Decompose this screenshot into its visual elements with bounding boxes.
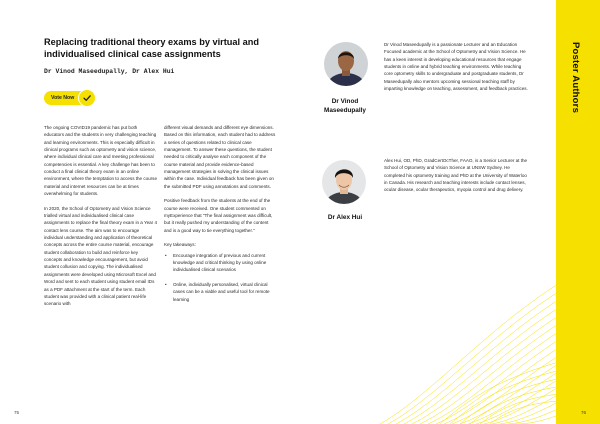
avatar (322, 160, 366, 204)
checkmark-icon[interactable] (78, 89, 96, 107)
takeaways-list (164, 252, 276, 303)
list-item: • Encourage integration of previous and current knowledge and critical thinking by using online individualised clinical scenarios (164, 252, 276, 274)
paragraph: The ongoing COVID19 pandemic has put both educators and the students in very challenging teaching and learning environments. This is especially difficult in clinical programs such as optometry and vision science, where individual clinical care and meeting professional competencies is essential. A key challenge has been to conduct a final clinical theory exam in an online environment, where the temptation to access the course material and internet resources can be at times overwhelming for students. (44, 125, 157, 197)
article-title: Replacing traditional theory exams by virtual and individualised clinical case assignments (44, 37, 259, 59)
author-name-vinod: Dr Vinod Maseedupally (324, 98, 366, 114)
article-authors: Dr Vinod Maseedupally, Dr Alex Hui (44, 68, 175, 75)
page-number-right: 76 (581, 410, 587, 415)
author-bio-alex: Alex Hui, OD, PhD, GradCertOcTher, FAAO, is a Senior Lecturer at the School of Optometry and Vision Science at UNSW Sydney. He completed his optometry training and PhD at the University of Waterloo in Canada. His research and teaching interests include contact lenses, ocular disease, ocular therapeutics, myopia control and drug delivery. (384, 158, 528, 193)
author-name-alex: Dr Alex Hui (327, 214, 363, 221)
paragraph: Positive feedback from the students at the end of the course were received. One student commented on myExperience that "The final assignment was difficult, but it really pushed my understanding of the content and is a good way to tie everything together." (164, 198, 273, 233)
page-number-left: 75 (14, 410, 20, 415)
body-column-2 (164, 124, 276, 310)
vote-now-label: Vote Now (51, 95, 75, 101)
paragraph: different visual demands and different eye dimensions. Based on this information, each student had to address a series of questions related to clinical case management. To answer these questions, the student needed to critically analyse each component of the course material and provide evidence-based management strategies in solving the clinical issues within the case. Individual feedback has been given on the submitted PDF using annotations and comments. (164, 125, 276, 189)
takeaways-heading: Key takeaways: (164, 242, 196, 248)
paragraph: In 2020, the School of Optometry and Vision Science trialled virtual and individualised clinical case assignments to replace the final theory exam in a Year 4 contact lens course. The aim was to encourage individual understanding and application of theoretical concepts across the entire course material, encourage student collaboration to build and reinforce key concepts and knowledge encouragement, but avoid student collusion and copying. The individualised assignments were developed using Microsoft Excel and Word and sent to each student using student email IDs as a PDF attachment at the start of the term. Each student was provided with a clinical patient real-life scenario with (44, 205, 157, 307)
author-bio-vinod: Dr Vinod Maseedupally is a passionate Lecturer and an Education Focused academic at the School of Optometry and Vision Science. He has a keen interest in developing educational resources that engage students in online and hybrid teaching environments. While teaching core optometry skills to undergraduate and postgraduate students, Dr Maseedupally also mentors upcoming sessional teaching staff by imparting knowledge on teaching, assessment, and feedback practices. (384, 42, 528, 92)
poster-authors-heading: Poster Authors (570, 42, 581, 114)
avatar (324, 42, 368, 86)
list-item: • Online, individually personalised, virtual clinical cases can be a viable and useful tool for remote learning (164, 281, 276, 303)
body-column-1 (44, 124, 157, 315)
